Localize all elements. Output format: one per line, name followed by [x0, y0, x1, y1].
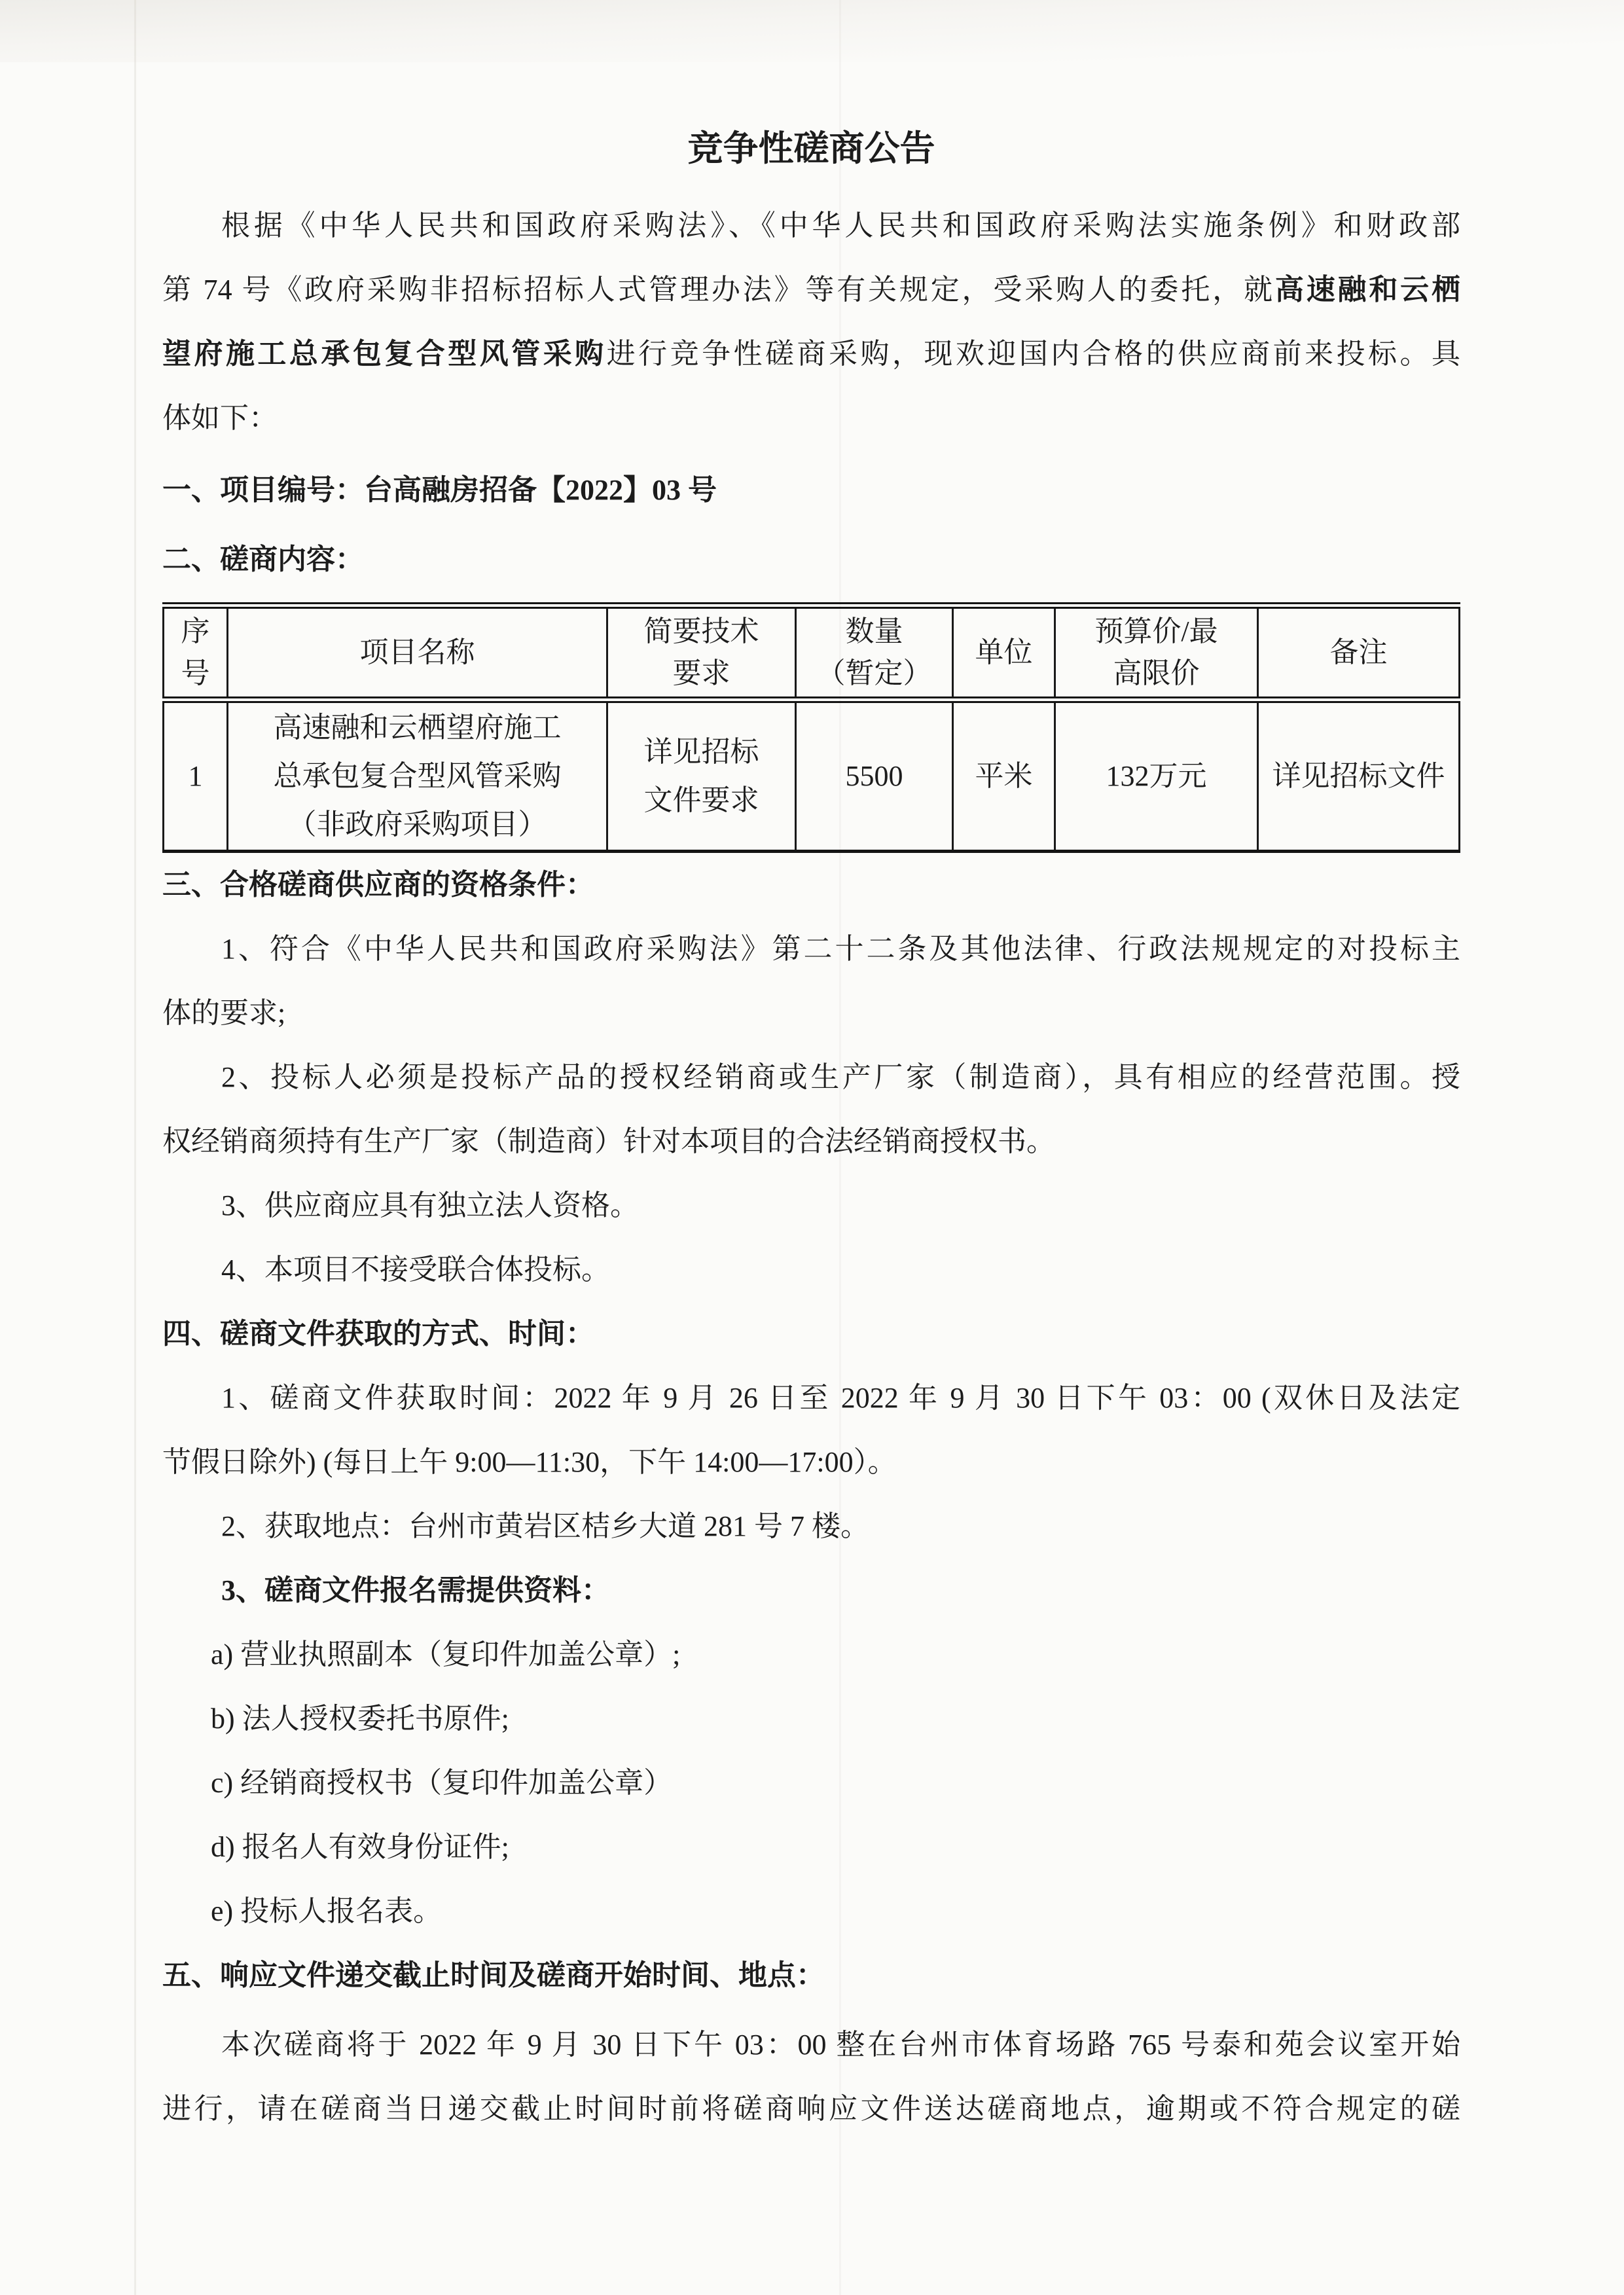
page-title: 竞争性磋商公告	[687, 129, 935, 168]
project-name-bold-part2: 望府施工总承包复合型风管采购	[162, 338, 607, 370]
header-line: 简要技术	[643, 615, 759, 647]
cell-line: 1	[188, 760, 203, 792]
cell-project-name	[228, 700, 607, 852]
header-line: 项目名称	[359, 636, 475, 668]
section3-item4: 4、本项目不接受联合体投标。	[221, 1254, 610, 1286]
table-row	[164, 700, 1460, 852]
header-line: 预算价/最	[1094, 615, 1218, 647]
section4-item1-line1: 1、磋商文件获取时间：2022 年 9 月 26 日至 2022 年 9 月 30 日下午 03：00 (双休日及法定	[221, 1382, 1460, 1414]
section3-item3: 3、供应商应具有独立法人资格。	[221, 1189, 639, 1221]
scan-streak-artifact	[134, 0, 136, 2295]
column-header-quantity	[796, 605, 953, 700]
material-item-b: b) 法人授权委托书原件;	[211, 1703, 509, 1735]
column-header-unit	[953, 605, 1055, 700]
section5-heading-deadline: 五、响应文件递交截止时间及磋商开始时间、地点：	[162, 1959, 825, 1991]
material-item-c: c) 经销商授权书（复印件加盖公章）	[211, 1767, 673, 1799]
header-line: 序	[181, 615, 210, 647]
column-header-technical-requirements	[607, 605, 796, 700]
column-header-project-name	[228, 605, 607, 700]
intro-line-3-text: 进行竞争性磋商采购，现欢迎国内合格的供应商前来投标。具	[606, 338, 1460, 370]
intro-paragraph	[162, 194, 1460, 450]
consultation-content-table	[162, 602, 1460, 853]
cell-line: 132万元	[1106, 760, 1207, 792]
cell-budget-price	[1055, 700, 1258, 852]
header-line: 备注	[1329, 636, 1388, 668]
cell-serial-number	[164, 700, 228, 852]
section1-heading-project-number: 一、项目编号：台高融房招备【2022】03 号	[162, 474, 717, 506]
intro-line-1: 根据《中华人民共和国政府采购法》、《中华人民共和国政府采购法实施条例》和财政部	[221, 209, 1460, 242]
cell-line: 平米	[975, 760, 1033, 792]
material-item-d: d) 报名人有效身份证件;	[211, 1831, 509, 1863]
section3-item2-line2: 权经销商须持有生产厂家（制造商）针对本项目的合法经销商授权书。	[162, 1125, 1055, 1157]
intro-line-3	[162, 322, 1460, 386]
intro-line-4: 体如下：	[162, 402, 278, 434]
intro-line-2-text: 第 74 号《政府采购非招标招标人式管理办法》等有关规定，受采购人的委托，就	[162, 274, 1275, 306]
column-header-budget-price	[1055, 605, 1258, 700]
header-line: 数量	[845, 615, 903, 647]
section4-heading-document-acquisition: 四、磋商文件获取的方式、时间：	[162, 1318, 594, 1350]
cell-line: 详见招标	[643, 736, 759, 768]
material-item-e: e) 投标人报名表。	[211, 1895, 442, 1927]
cell-remarks	[1258, 700, 1460, 852]
section2-heading-content: 二、磋商内容：	[162, 543, 364, 575]
cell-quantity	[796, 700, 953, 852]
intro-line-2	[162, 258, 1460, 322]
column-header-serial-number	[164, 605, 228, 700]
section3-item1-line2: 体的要求;	[162, 997, 286, 1029]
section4-item2-location: 2、获取地点：台州市黄岩区桔乡大道 281 号 7 楼。	[221, 1510, 869, 1542]
section4-item3-heading-materials: 3、磋商文件报名需提供资料：	[221, 1574, 610, 1606]
header-line: 号	[181, 657, 210, 689]
header-line: 高限价	[1113, 657, 1200, 689]
cell-line: 总承包复合型风管采购	[273, 760, 562, 792]
header-line: （暂定）	[816, 657, 932, 689]
table-header-row	[164, 605, 1460, 700]
document-content	[162, 0, 1460, 2141]
project-name-bold-part1: 高速融和云栖	[1274, 274, 1460, 306]
section3-item1-line1: 1、符合《中华人民共和国政府采购法》第二十二条及其他法律、行政法规规定的对投标主	[221, 933, 1460, 965]
material-item-a: a) 营业执照副本（复印件加盖公章）;	[211, 1638, 681, 1671]
header-line: 单位	[975, 636, 1033, 668]
section3-heading-qualifications: 三、合格磋商供应商的资格条件：	[162, 869, 594, 901]
section4-item1-line2: 节假日除外) (每日上午 9:00—11:30，下午 14:00—17:00）。	[162, 1446, 897, 1478]
section5-para-line1: 本次磋商将于 2022 年 9 月 30 日下午 03：00 整在台州市体育场路 765 号泰和苑会议室开始	[221, 2029, 1460, 2061]
cell-line: 文件要求	[643, 784, 759, 816]
section3-item2-line1: 2、投标人必须是投标产品的授权经销商或生产厂家（制造商），具有相应的经营范围。授	[221, 1061, 1460, 1093]
header-line: 要求	[672, 657, 731, 689]
cell-line: 5500	[845, 760, 903, 792]
cell-line: 详见招标文件	[1272, 760, 1445, 792]
cell-line: （非政府采购项目）	[287, 808, 547, 840]
column-header-remarks	[1258, 605, 1460, 700]
cell-technical-requirements	[607, 700, 796, 852]
section5-para-line2: 进行，请在磋商当日递交截止时间时前将磋商响应文件送达磋商地点，逾期或不符合规定的磋	[162, 2093, 1460, 2125]
cell-unit	[953, 700, 1055, 852]
cell-line: 高速融和云栖望府施工	[273, 712, 562, 744]
